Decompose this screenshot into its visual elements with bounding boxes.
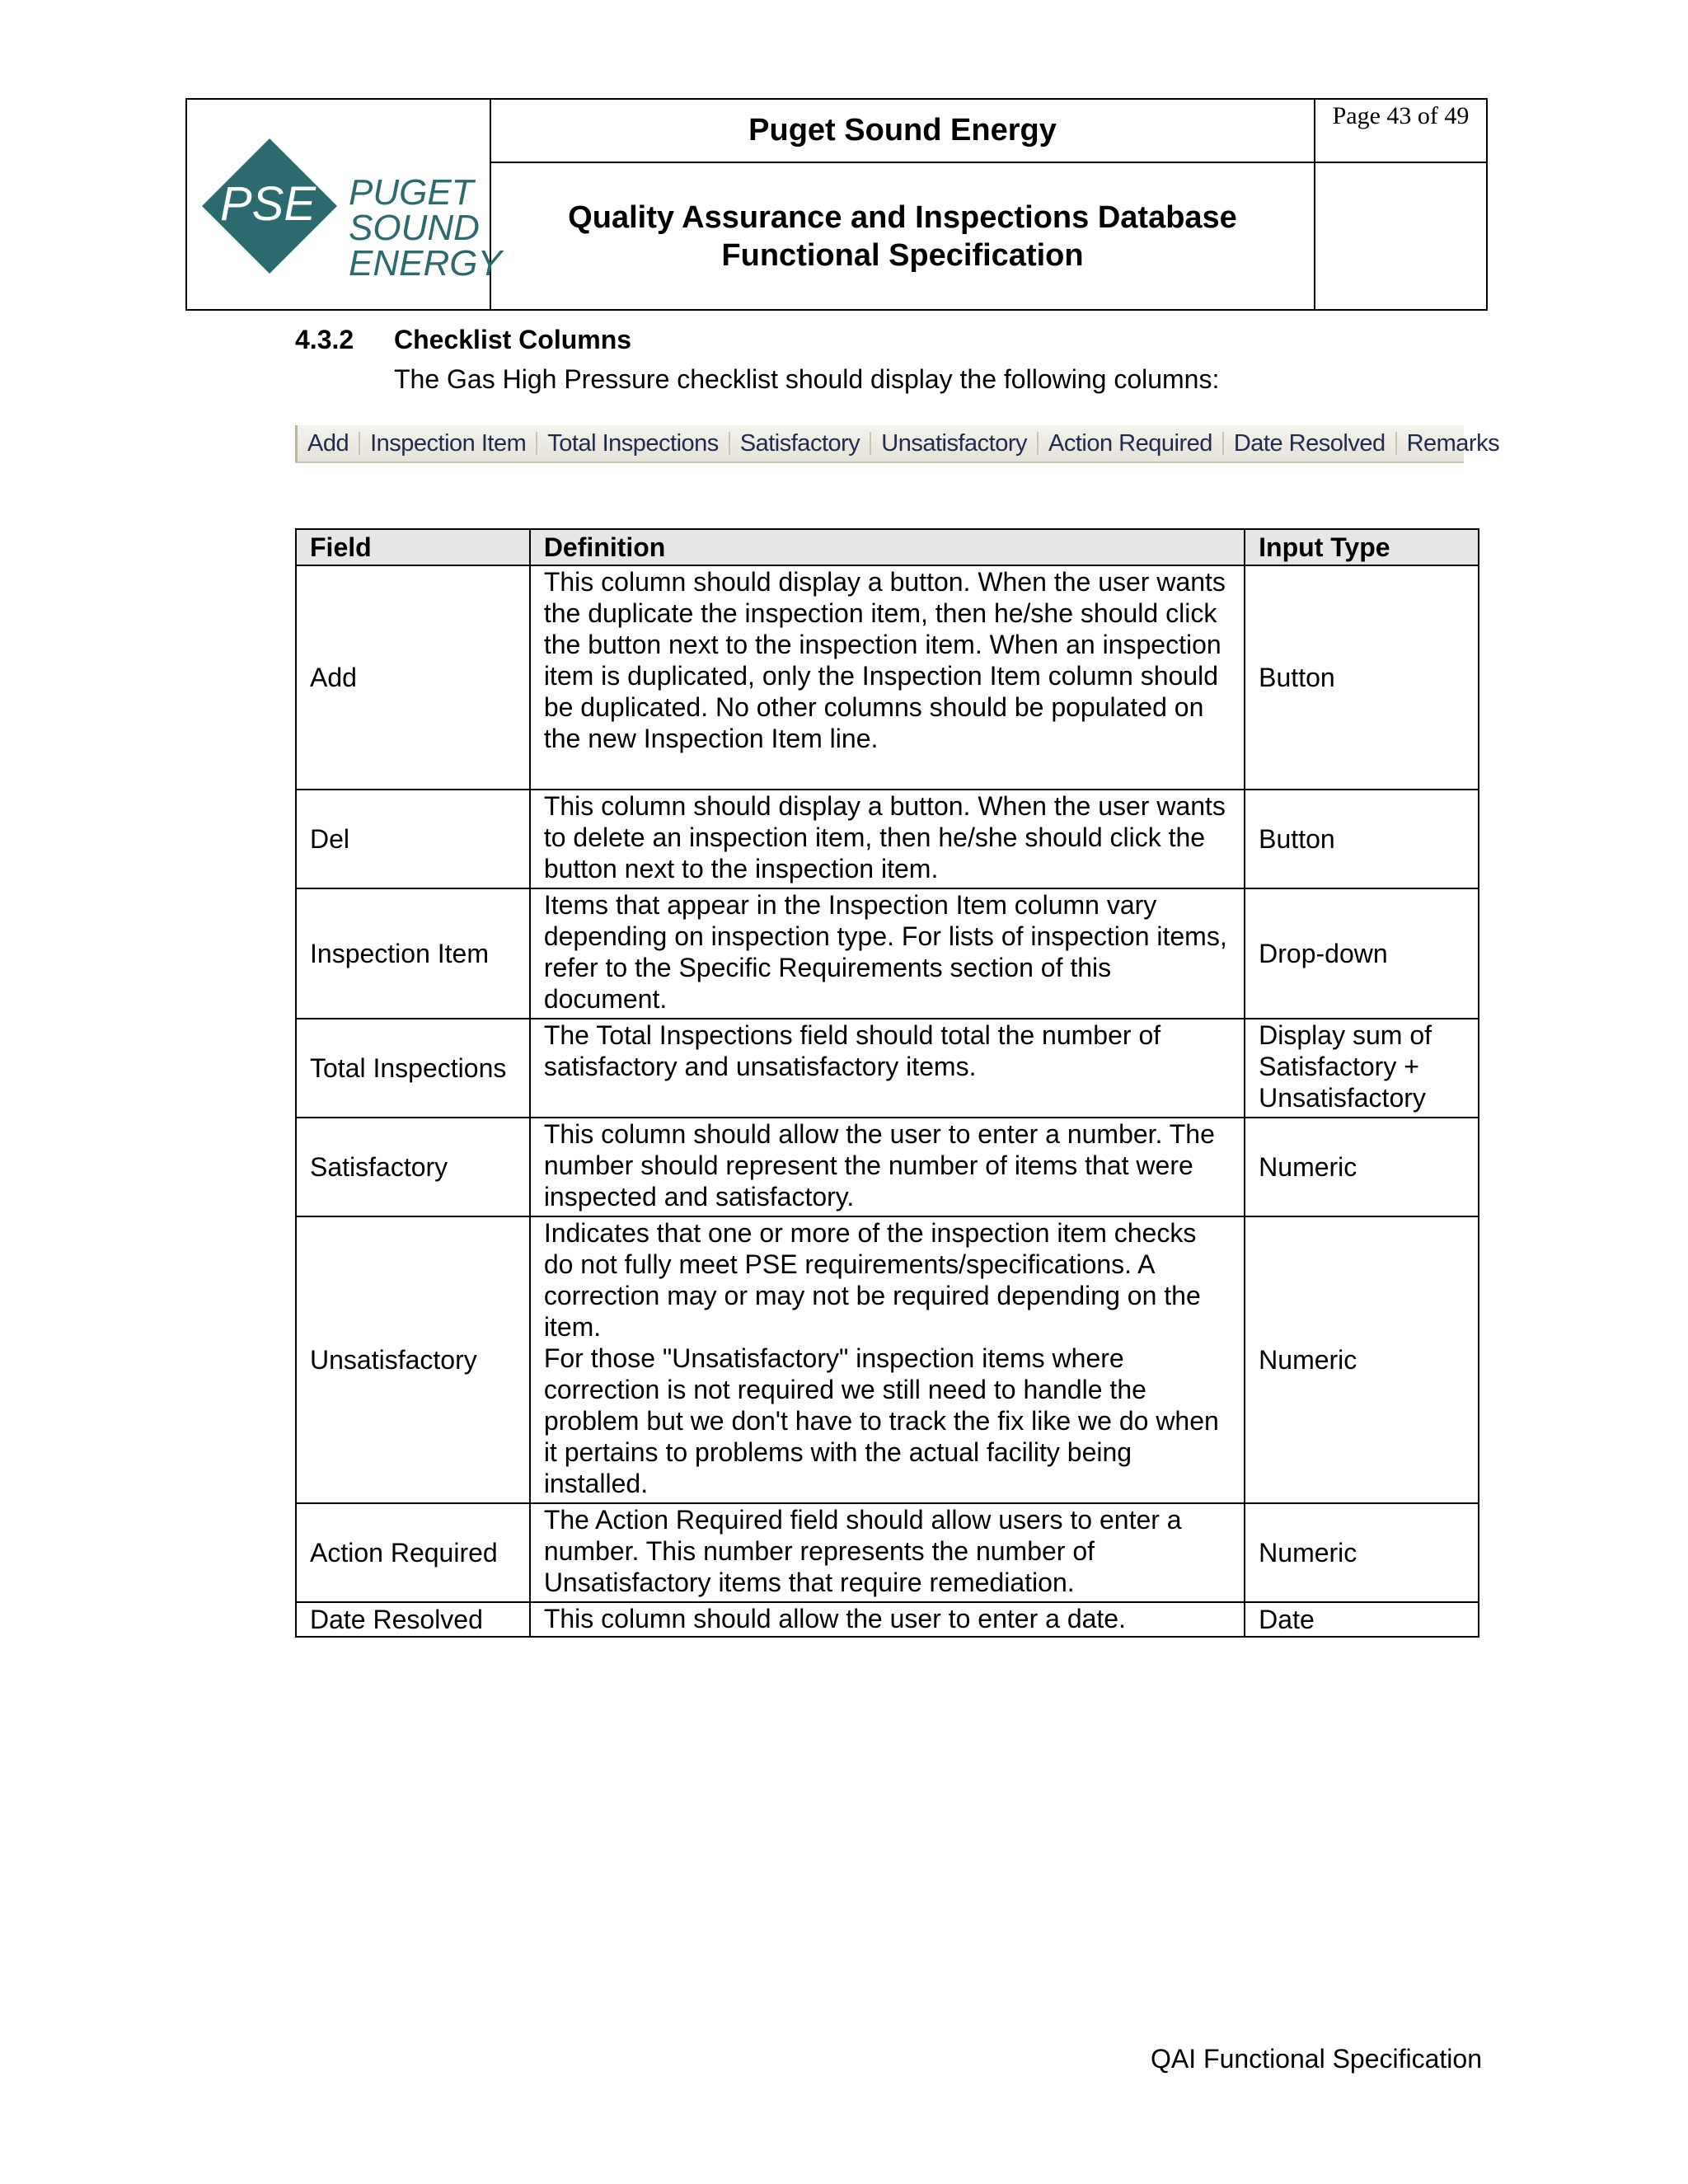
strip-col-remarks: Remarks <box>1406 430 1500 457</box>
cell-definition <box>530 1216 1245 1503</box>
table-header-row <box>296 529 1479 565</box>
document-title <box>491 163 1315 309</box>
header-field: Field <box>296 529 530 565</box>
cell-input-type: Numeric <box>1245 1216 1479 1503</box>
cell-definition: The Total Inspections field should total the number of satisfactory and unsatisfactory items. <box>530 1019 1245 1118</box>
document-header <box>185 98 1488 311</box>
strip-col-date-resolved: Date Resolved <box>1224 432 1397 455</box>
cell-field: Satisfactory <box>296 1118 530 1216</box>
section-heading <box>295 325 631 355</box>
pse-logo <box>187 100 502 309</box>
svg-text:PUGET: PUGET <box>349 172 474 213</box>
cell-input-type: Display sum of Satisfactory + Unsatisfactory <box>1245 1019 1479 1118</box>
title-line-1: Quality Assurance and Inspections Database <box>568 199 1237 235</box>
section-title: Checklist Columns <box>394 325 632 354</box>
cell-input-type: Numeric <box>1245 1118 1479 1216</box>
svg-text:PSE: PSE <box>219 177 316 231</box>
definition-paragraph-1: Indicates that one or more of the inspection item checks do not fully meet PSE requirements/specifications. A correction may or may not be required depending on the item. <box>543 1218 1201 1342</box>
header-blank-cell <box>1315 163 1486 309</box>
section-number: 4.3.2 <box>295 325 354 354</box>
cell-input-type: Numeric <box>1245 1503 1479 1602</box>
company-name: Puget Sound Energy <box>491 100 1315 163</box>
table-row <box>296 888 1479 1019</box>
title-line-2: Functional Specification <box>721 237 1084 273</box>
cell-definition: This column should display a button. When the user wants to delete an inspection item, then he/she should click the button next to the inspection item. <box>530 790 1245 888</box>
cell-input-type: Button <box>1245 790 1479 888</box>
page-number: Page 43 of 49 <box>1315 100 1486 163</box>
cell-field: Action Required <box>296 1503 530 1602</box>
cell-definition: This column should allow the user to enter a date. <box>530 1602 1245 1637</box>
cell-field: Add <box>296 565 530 790</box>
cell-input-type: Date <box>1245 1602 1479 1637</box>
definition-paragraph-2: For those "Unsatisfactory" inspection items where correction is not required we still need to handle the problem but we don't have to track the fix like we do when it pertains to problems with the actual facility being installed. <box>543 1343 1219 1498</box>
pse-logo-icon <box>202 137 502 285</box>
table-row <box>296 790 1479 888</box>
page-footer: QAI Functional Specification <box>1151 2044 1482 2074</box>
header-definition: Definition <box>530 529 1245 565</box>
table-row <box>296 1602 1479 1637</box>
svg-text:SOUND: SOUND <box>349 208 480 248</box>
table-row <box>296 1216 1479 1503</box>
strip-col-total-inspections: Total Inspections <box>537 432 730 455</box>
strip-col-add: Add <box>298 432 360 455</box>
cell-input-type: Drop-down <box>1245 888 1479 1019</box>
cell-definition: The Action Required field should allow users to enter a number. This number represents the number of Unsatisfactory items that require remediation. <box>530 1503 1245 1602</box>
field-definition-table <box>295 528 1479 1638</box>
cell-field: Del <box>296 790 530 888</box>
table-row <box>296 1118 1479 1216</box>
cell-field: Unsatisfactory <box>296 1216 530 1503</box>
strip-col-satisfactory: Satisfactory <box>730 432 872 455</box>
cell-definition: This column should allow the user to enter a number. The number should represent the number of items that were inspected and satisfactory. <box>530 1118 1245 1216</box>
checklist-column-header-strip <box>295 425 1500 463</box>
strip-col-action-required: Action Required <box>1039 432 1224 455</box>
cell-input-type: Button <box>1245 565 1479 790</box>
table-row <box>296 1019 1479 1118</box>
strip-col-unsatisfactory: Unsatisfactory <box>871 432 1039 455</box>
cell-field: Date Resolved <box>296 1602 530 1637</box>
cell-field: Inspection Item <box>296 888 530 1019</box>
svg-text:ENERGY: ENERGY <box>349 243 502 284</box>
strip-col-inspection-item: Inspection Item <box>360 432 537 455</box>
cell-field: Total Inspections <box>296 1019 530 1118</box>
cell-definition: This column should display a button. When the user wants the duplicate the inspection item, then he/she should click the button next to the inspection item. When an inspection item is duplicated, only the Inspection Item column should be duplicated. No other columns should be populated on the new Inspection Item line. <box>530 565 1245 790</box>
header-input-type: Input Type <box>1245 529 1479 565</box>
table-row <box>296 565 1479 790</box>
table-row <box>296 1503 1479 1602</box>
cell-definition: Items that appear in the Inspection Item column vary depending on inspection type. For lists of inspection items, refer to the Specific Requirements section of this document. <box>530 888 1245 1019</box>
section-intro: The Gas High Pressure checklist should display the following columns: <box>394 364 1220 394</box>
